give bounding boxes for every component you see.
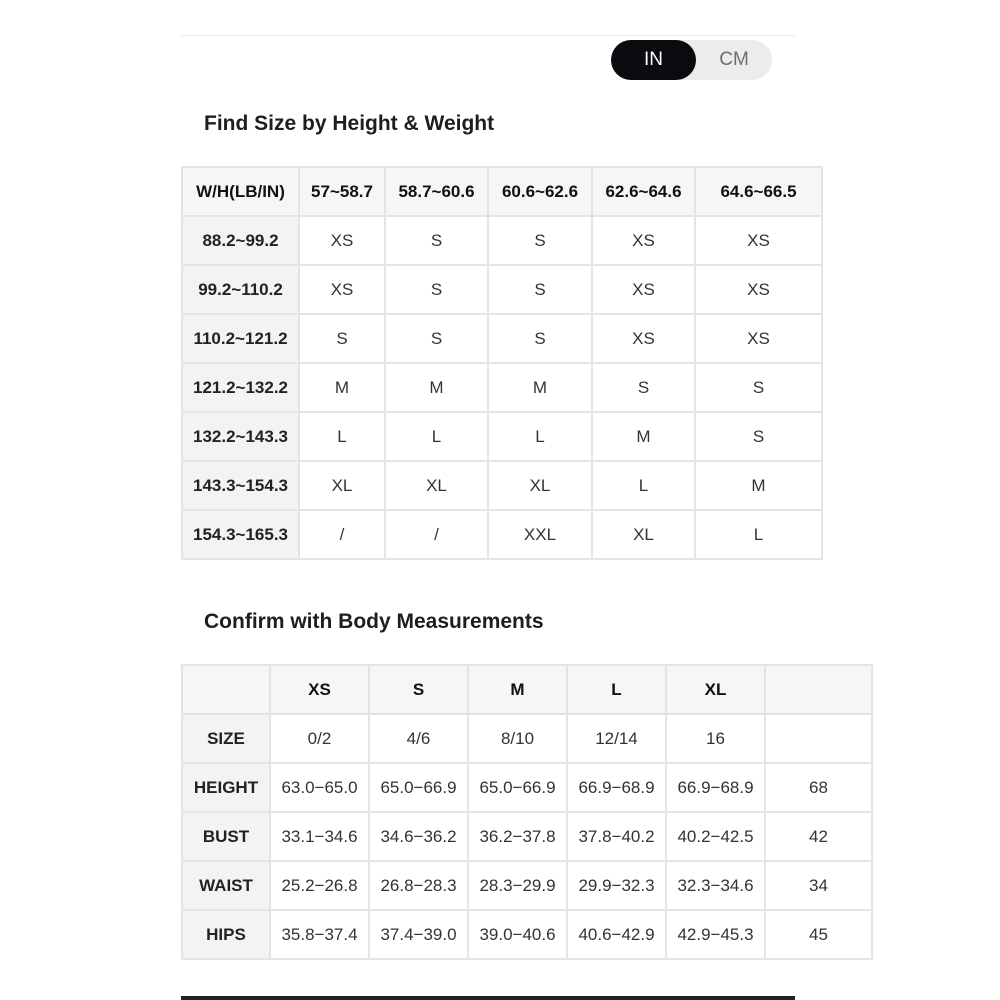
body-measurements-row-header: SIZE [182,714,270,763]
body-measurements-table-cell: 37.8−40.2 [567,812,666,861]
body-measurements-table [181,664,873,960]
height-weight-table-cell: M [488,363,592,412]
height-weight-row-header: 88.2~99.2 [182,216,299,265]
height-weight-column-header: 64.6~66.5 [695,167,822,216]
height-weight-table-row [182,412,822,461]
height-weight-table-cell: M [592,412,695,461]
body-measurements-title: Confirm with Body Measurements [204,610,544,633]
height-weight-table-cell: L [488,412,592,461]
body-measurements-row-header: HEIGHT [182,763,270,812]
body-measurements-table-row [182,763,872,812]
height-weight-table-cell: S [299,314,385,363]
body-measurements-table-cell: 35.8−37.4 [270,910,369,959]
height-weight-table-row [182,510,822,559]
height-weight-table-cell: L [592,461,695,510]
height-weight-table-row [182,265,822,314]
unit-option-cm[interactable]: CM [719,49,749,70]
body-measurements-table-cell: 0/2 [270,714,369,763]
body-measurements-column-header: XL [666,665,765,714]
body-measurements-table-cell: 16 [666,714,765,763]
body-measurements-table-cell: 42 [765,812,872,861]
height-weight-table-cell: S [488,265,592,314]
height-weight-table-cell: XS [299,216,385,265]
body-measurements-table-cell: 34 [765,861,872,910]
height-weight-table-cell: XL [592,510,695,559]
body-measurements-table-cell: 12/14 [567,714,666,763]
body-measurements-table-cell: 37.4−39.0 [369,910,468,959]
height-weight-table-row [182,363,822,412]
height-weight-table-cell: XS [695,216,822,265]
body-measurements-row-header: HIPS [182,910,270,959]
height-weight-table-cell: M [299,363,385,412]
body-measurements-table-cell: 36.2−37.8 [468,812,567,861]
height-weight-table-cell: XS [592,265,695,314]
height-weight-table-cell: XS [592,314,695,363]
body-measurements-table-cell: 29.9−32.3 [567,861,666,910]
height-weight-row-header: 99.2~110.2 [182,265,299,314]
body-measurements-table-row [182,910,872,959]
height-weight-table-cell: XXL [488,510,592,559]
body-measurements-row-header: BUST [182,812,270,861]
unit-toggle[interactable] [611,40,772,80]
height-weight-table-cell: XS [299,265,385,314]
body-measurements-table-cell: 33.1−34.6 [270,812,369,861]
body-measurements-table-cell: 65.0−66.9 [369,763,468,812]
top-divider [181,35,795,36]
body-measurements-row-header: WAIST [182,861,270,910]
height-weight-column-header: 57~58.7 [299,167,385,216]
body-measurements-table-cell: 25.2−26.8 [270,861,369,910]
body-measurements-table-cell: 66.9−68.9 [567,763,666,812]
height-weight-table-cell: S [385,216,488,265]
body-measurements-table-cell: 45 [765,910,872,959]
height-weight-title: Find Size by Height & Weight [204,112,495,135]
body-measurements-table-cell: 34.6−36.2 [369,812,468,861]
body-measurements-table-cell [765,714,872,763]
height-weight-table-cell: XL [299,461,385,510]
body-measurements-table-cell: 8/10 [468,714,567,763]
height-weight-row-header: 132.2~143.3 [182,412,299,461]
height-weight-table-cell: S [488,216,592,265]
height-weight-table-cell: S [695,412,822,461]
body-measurements-table-row [182,714,872,763]
height-weight-table-cell: / [299,510,385,559]
body-measurements-table-row [182,812,872,861]
height-weight-table-cell: S [385,314,488,363]
height-weight-table-cell: XS [695,265,822,314]
height-weight-table-cell: S [385,265,488,314]
height-weight-table-wrap[interactable] [181,166,795,579]
body-measurements-table-cell: 26.8−28.3 [369,861,468,910]
height-weight-table-cell: / [385,510,488,559]
height-weight-row-header: 121.2~132.2 [182,363,299,412]
body-measurements-column-header: L [567,665,666,714]
body-measurements-table-cell: 40.2−42.5 [666,812,765,861]
unit-option-in[interactable]: IN [611,40,696,80]
height-weight-column-header: 58.7~60.6 [385,167,488,216]
body-measurements-table-cell: 4/6 [369,714,468,763]
height-weight-header-row [182,167,822,216]
body-measurements-table-cell: 32.3−34.6 [666,861,765,910]
height-weight-table-cell: XL [488,461,592,510]
body-measurements-table-cell: 65.0−66.9 [468,763,567,812]
height-weight-table-row [182,461,822,510]
height-weight-corner-cell: W/H(LB/IN) [182,167,299,216]
height-weight-row-header: 143.3~154.3 [182,461,299,510]
height-weight-column-header: 62.6~64.6 [592,167,695,216]
height-weight-table-cell: S [592,363,695,412]
height-weight-table-cell: S [695,363,822,412]
height-weight-column-header: 60.6~62.6 [488,167,592,216]
height-weight-table-cell: XS [695,314,822,363]
height-weight-table-row [182,314,822,363]
body-measurements-column-header: S [369,665,468,714]
body-measurements-table-cell: 68 [765,763,872,812]
height-weight-table-cell: XS [592,216,695,265]
height-weight-table-cell: L [385,412,488,461]
height-weight-table-cell: M [385,363,488,412]
height-weight-table [181,166,823,560]
body-measurements-header-row [182,665,872,714]
height-weight-row-header: 110.2~121.2 [182,314,299,363]
height-weight-table-cell: S [488,314,592,363]
body-measurements-table-row [182,861,872,910]
height-weight-table-cell: L [299,412,385,461]
body-measurements-column-header: XS [270,665,369,714]
body-measurements-corner-cell [182,665,270,714]
body-measurements-table-cell: 66.9−68.9 [666,763,765,812]
height-weight-row-header: 154.3~165.3 [182,510,299,559]
body-measurements-table-cell: 39.0−40.6 [468,910,567,959]
body-measurements-table-cell: 40.6−42.9 [567,910,666,959]
bottom-divider [181,996,795,1000]
height-weight-table-cell: L [695,510,822,559]
height-weight-table-row [182,216,822,265]
body-measurements-table-cell: 42.9−45.3 [666,910,765,959]
body-measurements-table-cell: 28.3−29.9 [468,861,567,910]
height-weight-table-cell: M [695,461,822,510]
body-measurements-column-header [765,665,872,714]
height-weight-table-cell: XL [385,461,488,510]
body-measurements-table-wrap[interactable] [181,664,828,975]
body-measurements-table-cell: 63.0−65.0 [270,763,369,812]
body-measurements-column-header: M [468,665,567,714]
